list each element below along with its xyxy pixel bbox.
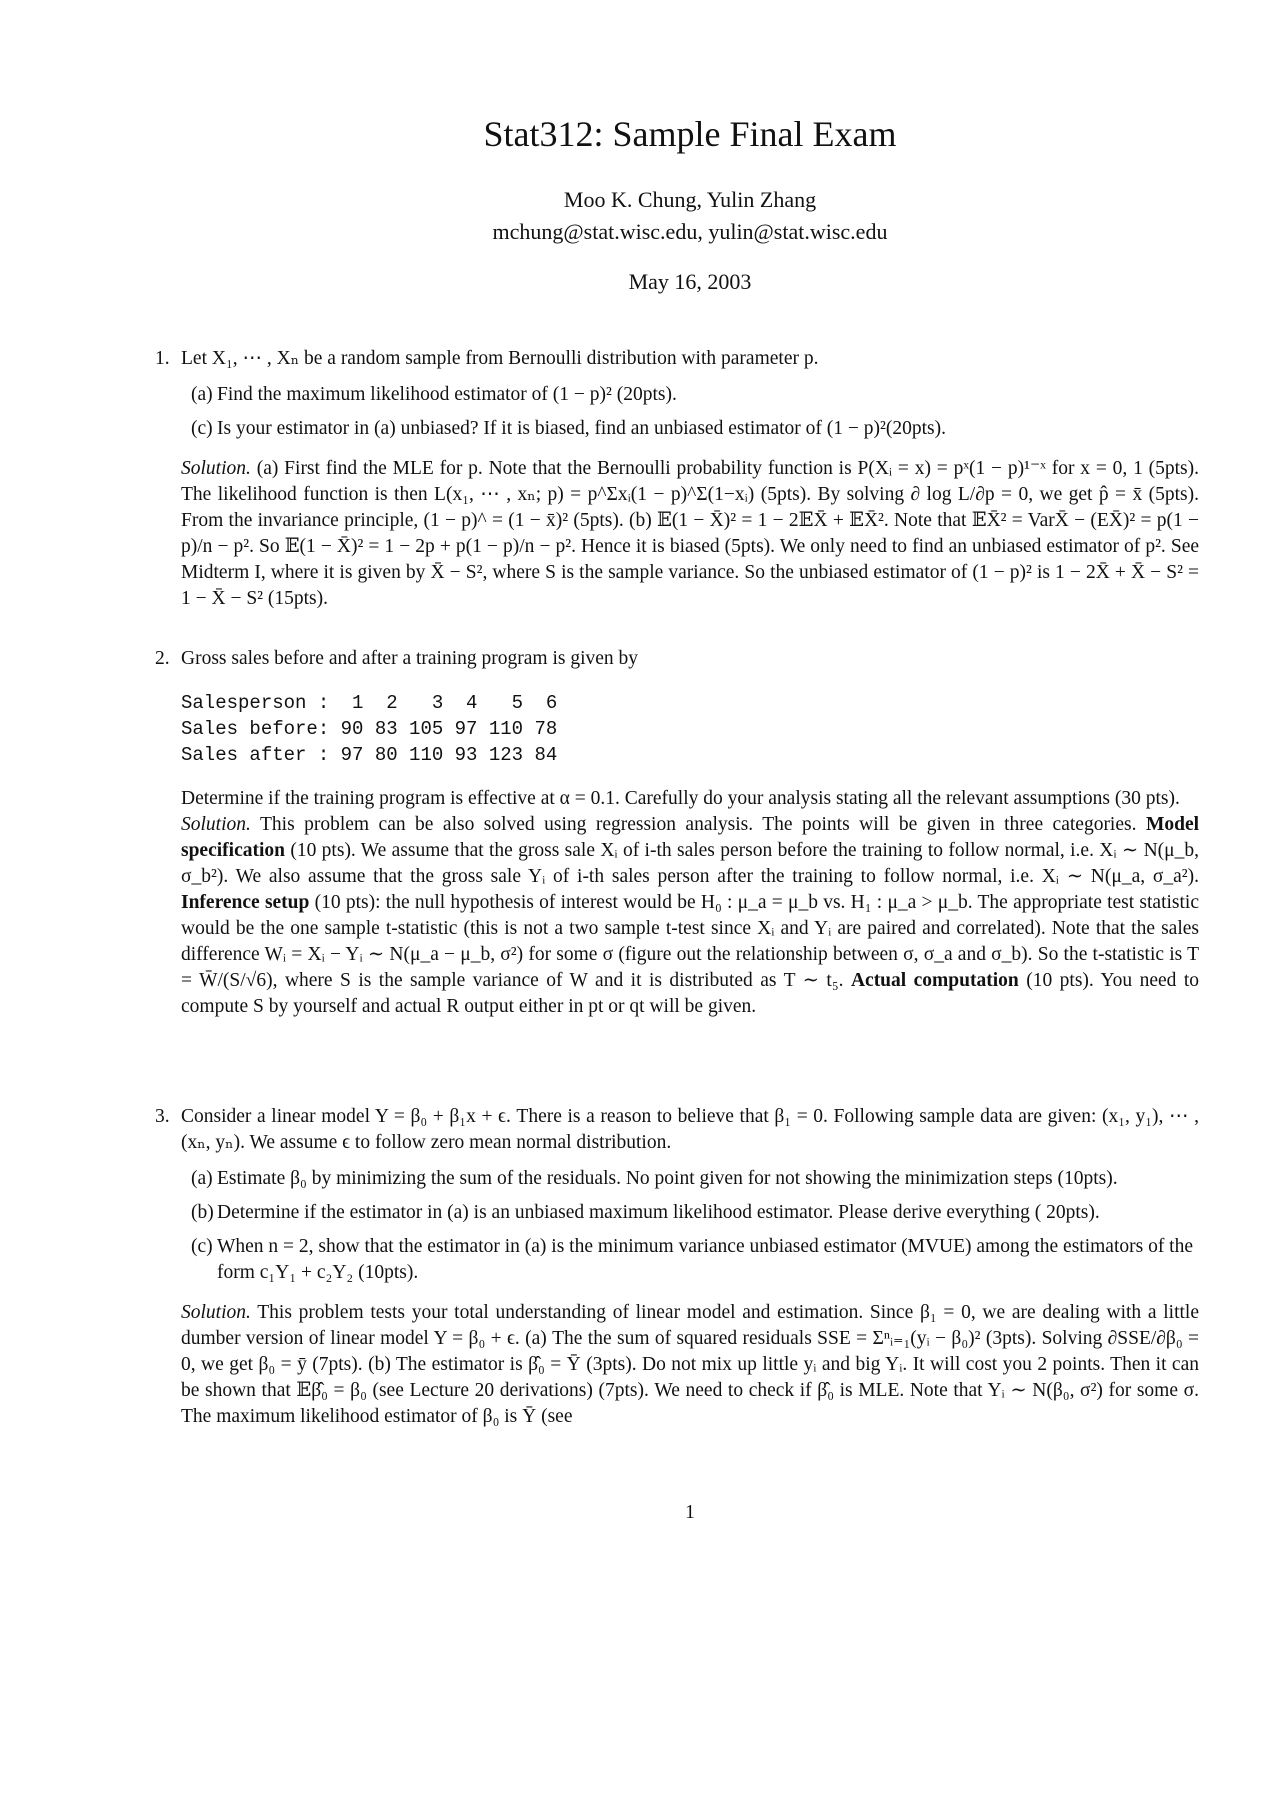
computation-text: (10 pts). You need to compute S by yourself and actual R output either in pt or qt will be given. bbox=[181, 970, 1200, 1017]
question-stem: Consider a linear model Y = β₀ + β₁x + ϵ. There is a reason to believe that β₁ = 0. Following sample data are given: (x₁, y₁), ⋯ , (xₙ, yₙ). We assume ϵ to follow zero mean normal distribution. bbox=[181, 1106, 1199, 1153]
solution-label: Solution. bbox=[181, 1302, 251, 1323]
question-number: 2. bbox=[155, 648, 170, 669]
inference-text: (10 pts): the null hypothesis of interest would be H₀ : μ_a = μ_b vs. H₁ : μ_a > μ_b. The appropriate test statistic would be the one sample t-statistic (this is not a two sample t-test since Xᵢ and Yᵢ are paired and correlated). Note that the sales difference Wᵢ = Xᵢ − Yᵢ ∼ N(μ_a − μ_b, σ²) for some σ (figure out the relationship between σ, σ_a and σ_b). So the t-statistic is T = W̄/(S/√6), where S is the sample variance of W and it is distributed as T ∼ t₅. bbox=[181, 892, 1200, 991]
question-2-text: Determine if the training program is effective at α = 0.1. Carefully do your analysis stating all the relevant assumptions (30 pts). bbox=[181, 788, 1180, 809]
sales-table bbox=[181, 690, 1199, 768]
subquestion-label: (a) bbox=[191, 1168, 213, 1189]
author-emails: mchung@stat.wisc.edu, yulin@stat.wisc.edu bbox=[492, 219, 888, 244]
question-stem: Let X₁, ⋯ , Xₙ be a random sample from Bernoulli distribution with parameter p. bbox=[181, 348, 819, 369]
exam-date: May 16, 2003 bbox=[628, 269, 752, 294]
computation-label: Actual computation bbox=[850, 970, 1019, 991]
question-1 bbox=[155, 346, 1200, 612]
page-title: Stat312: Sample Final Exam bbox=[483, 114, 897, 154]
page-number: 1 bbox=[685, 1502, 695, 1523]
subquestion-label: (a) bbox=[191, 384, 213, 405]
question-2 bbox=[155, 646, 1200, 1020]
question-3 bbox=[155, 1104, 1199, 1430]
subquestion-a bbox=[181, 382, 1199, 408]
subquestion-text: Find the maximum likelihood estimator of (1 − p)² (20pts). bbox=[217, 384, 677, 405]
subquestion-b bbox=[181, 1200, 1199, 1226]
subquestion-label: (b) bbox=[191, 1202, 214, 1223]
question-number: 1. bbox=[155, 348, 170, 369]
question-number: 3. bbox=[155, 1106, 170, 1127]
question-stem: Gross sales before and after a training program is given by bbox=[181, 648, 639, 669]
subquestion-label: (c) bbox=[191, 418, 213, 439]
subquestion-c bbox=[181, 416, 1199, 442]
solution-1 bbox=[181, 456, 1199, 612]
authors-block bbox=[181, 184, 1199, 248]
inference-label: Inference setup bbox=[181, 892, 310, 913]
author-names: Moo K. Chung, Yulin Zhang bbox=[563, 187, 817, 212]
subquestion-text: Is your estimator in (a) unbiased? If it is biased, find an unbiased estimator of (1 − p)²(20pts). bbox=[217, 418, 946, 439]
subquestion-text: Determine if the estimator in (a) is an unbiased maximum likelihood estimator. Please derive everything ( 20pts). bbox=[217, 1202, 1100, 1223]
solution-2 bbox=[181, 812, 1199, 1020]
solution-intro: This problem can be also solved using regression analysis. The points will be given in three categories. bbox=[260, 814, 1137, 835]
subquestion-label: (c) bbox=[191, 1236, 213, 1257]
table-row: Sales after : 97 80 110 93 123 84 bbox=[181, 744, 558, 766]
solution-label: Solution. bbox=[181, 458, 251, 479]
solution-text: This problem tests your total understanding of linear model and estimation. Since β₁ = 0, we are dealing with a little dumber version of linear model Y = β₀ + ϵ. (a) The the sum of squared residuals SSE = Σⁿᵢ₌₁(yᵢ − β₀)² (3pts). Solving ∂SSE/∂β₀ = 0, we get β₀ = ȳ (7pts). (b) The estimator is β̂₀ = Ȳ (3pts). Do not mix up little yᵢ and big Yᵢ. It will cost you 2 points. Then it can be shown that 𝔼β̂₀ = β₀ (see Lecture 20 derivations) (7pts). We need to check if β̂₀ is MLE. Note that Yᵢ ∼ N(β₀, σ²) for some σ. The maximum likelihood estimator of β₀ is Ȳ (see bbox=[181, 1302, 1199, 1427]
table-row: Sales before: 90 83 105 97 110 78 bbox=[181, 718, 558, 740]
table-row: Salesperson : 1 2 3 4 5 6 bbox=[181, 692, 558, 714]
solution-text: (a) First find the MLE for p. Note that the Bernoulli probability function is P(Xᵢ = x) = pˣ(1 − p)¹⁻ˣ for x = 0, 1 (5pts). The likelihood function is then L(x₁, ⋯ , xₙ; p) = p^Σxᵢ(1 − p)^Σ(1−xᵢ) (5pts). By solving ∂ log L/∂p = 0, we get p̂ = x̄ (5pts). From the invariance principle, (1 − p)^ = (1 − x̄)² (5pts). (b) 𝔼(1 − X̄)² = 1 − 2𝔼X̄ + 𝔼X̄². Note that 𝔼X̄² = VarX̄ − (EX̄)² = p(1 − p)/n − p². So 𝔼(1 − X̄)² = 1 − 2p + p(1 − p)/n − p². Hence it is biased (5pts). We only need to find an unbiased estimator of p². See Midterm I, where it is given by X̄ − S², where S is the sample variance. So the unbiased estimator of (1 − p)² is 1 − 2X̄ + X̄ − S² = 1 − X̄ − S² (15pts). bbox=[181, 458, 1200, 609]
model-text: (10 pts). We assume that the gross sale Xᵢ of i-th sales person before the training to follow normal, i.e. Xᵢ ∼ N(μ_b, σ_b²). We also assume that the gross sale Yᵢ of i-th sales person after the training to follow normal, i.e. Xᵢ ∼ N(μ_a, σ_a²). bbox=[181, 840, 1200, 887]
subquestion-c bbox=[181, 1234, 1199, 1286]
solution-3 bbox=[181, 1300, 1199, 1430]
subquestion-a bbox=[181, 1166, 1199, 1192]
model-label: Model specification bbox=[181, 814, 1200, 861]
subquestion-text: When n = 2, show that the estimator in (a) is the minimum variance unbiased estimator (MVUE) among the estimators of the form c₁Y₁ + c₂Y₂ (10pts). bbox=[217, 1236, 1194, 1283]
solution-label: Solution. bbox=[181, 814, 251, 835]
subquestion-text: Estimate β₀ by minimizing the sum of the residuals. No point given for not showing the minimization steps (10pts). bbox=[217, 1168, 1118, 1189]
